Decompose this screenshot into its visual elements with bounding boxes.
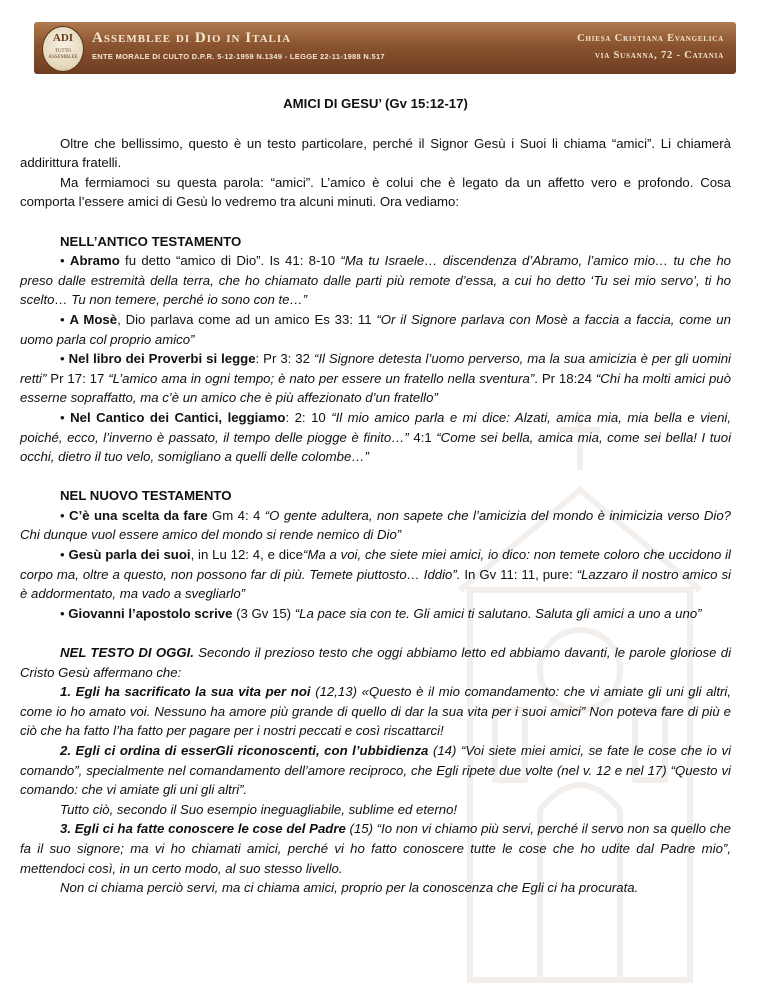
ot-item-abramo-ref: fu detto “amico di Dio”. Is 41: 8-10 (119, 253, 341, 269)
today-point-2-text: (14) “Voi siete miei amici, se fate le cose che io vi comando”, specialmente nel comandamento dell’amore reciproco, che Egli ripete due volte (nel v. 12 e nel 17) “Questo vi comando: che vi amiate gli uni gli altri”. (20, 743, 731, 798)
ot-item-cantico: • Nel Cantico dei Cantici, leggiamo: 2: 10 “Il mio amico parla e mi dice: Alzati, amica mia, mia bella e vieni, poiché, ecco, l’inverno è passato, il tempo delle piogge è finito…” 4:1 “Come sei bella, amica mia, come sei bella! I tuoi occhi, dietro il tuo velo, somigliano a quelli delle colombe…” (20, 409, 732, 465)
logo-small-text: TUTTO ASSEMBLEE (48, 49, 78, 60)
ot-item-mose-ref: , Dio parlava come ad un amico Es 33: 11 (117, 311, 377, 327)
ot-item-mose-quote: “Or il Signore parlava con Mosè a faccia a faccia, come un uomo parla col proprio amico” (20, 311, 731, 347)
ot-item-mose-bold: A Mosè (69, 311, 118, 327)
intro-paragraph-1: Oltre che bellissimo, questo è un testo particolare, perché il Signor Gesù i Suoi li chiama “amici”. Li chiamerà addirittura fratelli. (20, 135, 731, 171)
nt-item-gesu: • Gesù parla dei suoi, in Lu 12: 4, e dice“Ma a voi, che siete miei amici, io dico: non temete coloro che uccidono il corpo ma, oltre a questo, non possono far di più. Temete piuttosto… Iddio”. In Gv 11: 11, pure: “Lazzaro il nostro amico si è addormentato, ma vado a svegliarlo” (20, 547, 731, 602)
logo (42, 26, 84, 72)
today-intro-text: Secondo il prezioso testo che oggi abbiamo letto ed abbiamo davanti, le parole gloriose di Cristo Gesù affermano che: (20, 645, 731, 680)
document-title: AMICI DI GESU’ (Gv 15:12-17) (283, 96, 468, 111)
nt-item-giovanni: • Giovanni l’apostolo scrive (3 Gv 15) “La pace sia con te. Gli amici ti salutano. Saluta gli amici a uno a uno” (60, 605, 702, 621)
today-point-3b (20, 878, 731, 898)
today-point-2 (20, 741, 731, 800)
today-point-2b-text: Tutto ciò, secondo il Suo esempio ineguagliabile, sublime ed eterno! (60, 801, 458, 817)
ot-item-proverbi-ref: : Pr 3: 32 (255, 351, 314, 367)
ot-item-cantico-ref2: 4:1 (408, 429, 437, 445)
section-heading-today: NEL TESTO DI OGGI. (60, 645, 194, 661)
nt-item-gesu-quote: “Ma a voi, che siete miei amici, io dico: non temete coloro che uccidono il corpo ma, oltre a questo, non possono far di più. Temete piuttosto… Iddio”. (20, 547, 731, 582)
ot-item-proverbi-bold: Nel libro dei Proverbi si legge (68, 351, 256, 367)
nt-item-gesu-bold: Gesù parla dei suoi (68, 547, 191, 563)
today-point-2b (20, 800, 731, 820)
document-body (20, 94, 731, 898)
ot-item-abramo: • Abramo fu detto “amico di Dio”. Is 41: 8-10 “Ma tu Israele… discendenza d’Abramo, l’amico mio… tu che ho preso dalle estremità della terra, che ho chiamato dalle parti più remote d’essa, a cui ho detto ‘Tu sei mio servo’, ti ho scelto… Tu non temere, perché io sono con te…” (20, 253, 732, 308)
today-point-3b-text: Non ci chiama perciò servi, ma ci chiama amici, proprio per la conoscenza che Egli ci ha procurata. (60, 880, 639, 896)
nt-item-scelta-bold: C’è una scelta da fare (69, 507, 208, 523)
nt-item-scelta: • C’è una scelta da fare Gm 4: 4 “O gente adultera, non sapete che l’amicizia del mondo è inimicizia verso Dio? Chi dunque vuol essere amico del mondo si rende nemico di Dio” (20, 507, 732, 543)
today-point-3 (20, 819, 731, 878)
org-subtitle: ENTE MORALE DI CULTO D.P.R. 5-12-1959 N.1349 - LEGGE 22-11-1988 N.517 (92, 52, 385, 61)
section-heading-ot: NELL’ANTICO TESTAMENTO (60, 233, 242, 249)
ot-item-proverbi-quote2: “L’amico ama in ogni tempo; è nato per essere un fratello nella sventura” (108, 370, 535, 386)
ot-item-mose: • A Mosè, Dio parlava come ad un amico Es 33: 11 “Or il Signore parlava con Mosè a faccia a faccia, come un uomo parla col proprio amico” (20, 311, 731, 347)
ot-item-proverbi-quote3: “Chi ha molti amici può esserne sopraffatto, ma c’è un amico che è più affezionato d’un fratello” (20, 370, 731, 406)
today-point-1-text: (12,13) «Questo è il mio comandamento: che vi amiate gli uni gli altri, come io ho amato voi. Nessuno ha amore più grande di quello di dar la sua vita per i suoi amici” Non poteva fare di più e ciò che ha fatto l’ha fatto per pagare per i nostri peccati e così riscattarci! (20, 684, 732, 739)
today-point-2-bold: 2. Egli ci ordina di esserGli riconoscenti, con l’ubbidienza (60, 743, 429, 758)
header-banner (34, 22, 736, 74)
ot-item-abramo-quote: “Ma tu Israele… discendenza d’Abramo, l’amico mio… tu che ho preso dalle estremità della terra, che ho chiamato dalle parti più remote d’essa, a cui ho detto ‘Tu sei mio servo’, ti ho scelto… Tu non temere, perché io sono con te…” (20, 253, 732, 308)
ot-item-proverbi-ref2: Pr 17: 17 (46, 370, 109, 386)
org-title: Assemblee di Dio in Italia (92, 30, 292, 46)
nt-item-gesu-ref: , in Lu 12: 4, e dice (190, 547, 303, 563)
church-name: Chiesa Cristiana Evangelica (577, 33, 724, 44)
ot-item-proverbi: • Nel libro dei Proverbi si legge: Pr 3: 32 “Il Signore detesta l’uomo perverso, ma la sua amicizia è per gli uomini retti” Pr 17: 17 “L’amico ama in ogni tempo; è nato per essere un fratello nella sventura”. Pr 18:24 “Chi ha molti amici può esserne sopraffatto, ma c’è un amico che è più affezionato d’un fratello” (20, 351, 731, 406)
nt-item-giovanni-bold: Giovanni l’apostolo scrive (68, 605, 233, 621)
ot-item-cantico-quote2: “Come sei bella, amica mia, come sei bella! I tuoi occhi, dietro il tuo velo, somigliano a quelli delle colombe…” (20, 429, 732, 465)
ot-item-proverbi-quote: “Il Signore detesta l’uomo perverso, ma la sua amicizia è per gli uomini retti” (20, 351, 731, 386)
today-point-1 (20, 682, 731, 741)
ot-item-cantico-ref: : 2: 10 (285, 409, 332, 425)
nt-item-scelta-ref: Gm 4: 4 (207, 507, 265, 523)
today-point-1-bold: 1. Egli ha sacrificato la sua vita per noi (60, 684, 311, 700)
ot-item-cantico-quote: “Il mio amico parla e mi dice: Alzati, amica mia, mia bella e vieni, poiché, ecco, l’inverno è passato, il tempo delle piogge è finito…” (20, 409, 731, 445)
intro-paragraph-2: Ma fermiamoci su questa parola: “amici”. L’amico è colui che è legato da un affetto vero e profondo. Cosa comporta l’essere amici di Gesù lo vedremo tra alcuni minuti. Ora vediamo: (20, 174, 731, 210)
nt-item-scelta-quote: “O gente adultera, non sapete che l’amicizia del mondo è inimicizia verso Dio? Chi dunque vuol essere amico del mondo si rende nemico di Dio” (20, 507, 732, 543)
nt-item-giovanni-quote: “La pace sia con te. Gli amici ti salutano. Saluta gli amici a uno a uno” (294, 605, 702, 621)
ot-item-cantico-bold: Nel Cantico dei Cantici, leggiamo (70, 409, 286, 425)
ot-item-abramo-bold: Abramo (69, 253, 120, 269)
today-point-3-bold: 3. Egli ci ha fatte conoscere le cose del Padre (60, 821, 346, 837)
nt-item-giovanni-ref: (3 Gv 15) (232, 605, 295, 621)
ot-item-proverbi-ref3: . Pr 18:24 (534, 370, 596, 386)
section-heading-nt: NEL NUOVO TESTAMENTO (60, 488, 232, 504)
today-intro (20, 643, 731, 682)
church-address: via Susanna, 72 - Catania (594, 50, 724, 61)
logo-abbr: ADI (52, 32, 74, 44)
nt-item-gesu-ref2: In Gv 11: 11, pure: (460, 566, 577, 582)
nt-item-gesu-quote2: “Lazzaro il nostro amico si è addormentato, ma vado a svegliarlo” (20, 566, 731, 602)
today-point-3-text: (15) “Io non vi chiamo più servi, perché il servo non sa quello che fa il suo signore; ma vi ho chiamati amici, perché vi ho fatto conoscere tutte le cose che ho udite dal Padre mio”, mettendoci così, in un certo modo, al suo stesso livello. (20, 821, 731, 876)
